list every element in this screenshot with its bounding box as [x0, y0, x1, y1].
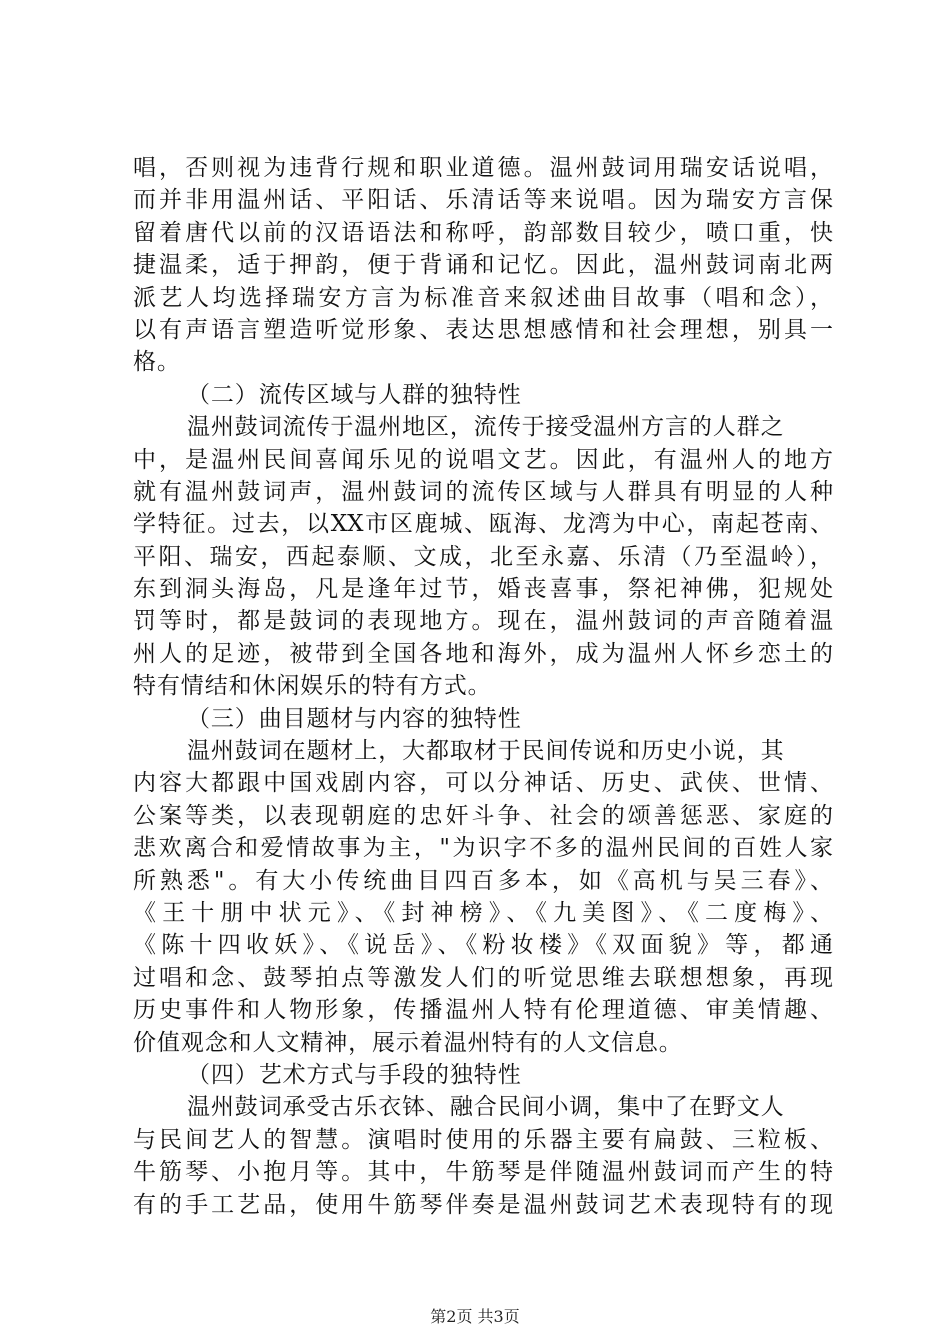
- text-line: 以有声语言塑造听觉形象、表达思想感情和社会理想，别具一: [133, 316, 833, 343]
- text-line: 历史事件和人物形象，传播温州人特有伦理道德、审美情趣、: [133, 997, 833, 1024]
- text-line: 过唱和念、鼓琴拍点等激发人们的听觉思维去联想想象，再现: [133, 964, 833, 991]
- page-footer: 第2页 共3页: [430, 1307, 520, 1326]
- text-line: 公案等类，以表现朝庭的忠奸斗争、社会的颂善惩恶、家庭的: [133, 802, 833, 829]
- text-line: 所熟悉"。有大小传统曲目四百多本，如《高机与吴三春》、: [133, 867, 833, 894]
- paragraph-first-line: 温州鼓词承受古乐衣钵、融合民间小调，集中了在野文人: [187, 1094, 785, 1121]
- text-line: 派艺人均选择瑞安方言为标准音来叙述曲目故事（唱和念），: [133, 284, 833, 311]
- text-line: 而并非用温州话、平阳话、乐清话等来说唱。因为瑞安方言保: [133, 187, 833, 214]
- text-line: 平阳、瑞安，西起泰顺、文成，北至永嘉、乐清（乃至温岭），: [133, 543, 833, 570]
- text-line: 罚等时，都是鼓词的表现地方。现在，温州鼓词的声音随着温: [133, 608, 833, 635]
- text-line: 有的手工艺品，使用牛筋琴伴奏是温州鼓词艺术表现特有的现: [133, 1191, 833, 1218]
- section-heading: （三）曲目题材与内容的独特性: [187, 705, 522, 732]
- text-line: 价值观念和人文精神，展示着温州特有的人文信息。: [133, 1029, 683, 1056]
- text-line: 《陈十四收妖》、《说岳》、《粉妆楼》《双面貌》等，都通: [133, 932, 833, 959]
- document-body: [133, 152, 833, 1221]
- text-line: 悲欢离合和爱情故事为主，"为识字不多的温州民间的百姓人家: [133, 835, 833, 862]
- text-line: 东到洞头海岛，凡是逢年过节，婚丧喜事，祭祀神佛，犯规处: [133, 576, 833, 603]
- text-line: 中，是温州民间喜闻乐见的说唱文艺。因此，有温州人的地方: [133, 446, 833, 473]
- text-line: 格。: [133, 349, 181, 376]
- text-line: 就有温州鼓词声，温州鼓词的流传区域与人群具有明显的人种: [133, 478, 833, 505]
- text-line: 特有情结和休闲娱乐的特有方式。: [133, 673, 492, 700]
- text-line: 《王十朋中状元》、《封神榜》、《九美图》、《二度梅》、: [133, 899, 833, 926]
- paragraph-first-line: 温州鼓词在题材上，大都取材于民间传说和历史小说，其: [187, 738, 785, 765]
- text-line: 留着唐代以前的汉语语法和称呼，韵部数目较少，喷口重，快: [133, 219, 833, 246]
- text-line: 内容大都跟中国戏剧内容，可以分神话、历史、武侠、世情、: [133, 770, 833, 797]
- text-line: 学特征。过去，以XX市区鹿城、瓯海、龙湾为中心，南起苍南、: [133, 511, 833, 538]
- paragraph-first-line: 温州鼓词流传于温州地区，流传于接受温州方言的人群之: [187, 414, 785, 441]
- text-line: 州人的足迹，被带到全国各地和海外，成为温州人怀乡恋土的: [133, 640, 833, 667]
- text-line: 牛筋琴、小抱月等。其中，牛筋琴是伴随温州鼓词而产生的特: [133, 1159, 833, 1186]
- text-line: 与民间艺人的智慧。演唱时使用的乐器主要有扁鼓、三粒板、: [133, 1126, 833, 1153]
- text-line: 唱，否则视为违背行规和职业道德。温州鼓词用瑞安话说唱，: [133, 155, 833, 181]
- text-line: 捷温柔，适于押韵，便于背诵和记忆。因此，温州鼓词南北两: [133, 252, 833, 279]
- section-heading: （四）艺术方式与手段的独特性: [187, 1061, 522, 1088]
- section-heading: （二）流传区域与人群的独特性: [187, 381, 522, 408]
